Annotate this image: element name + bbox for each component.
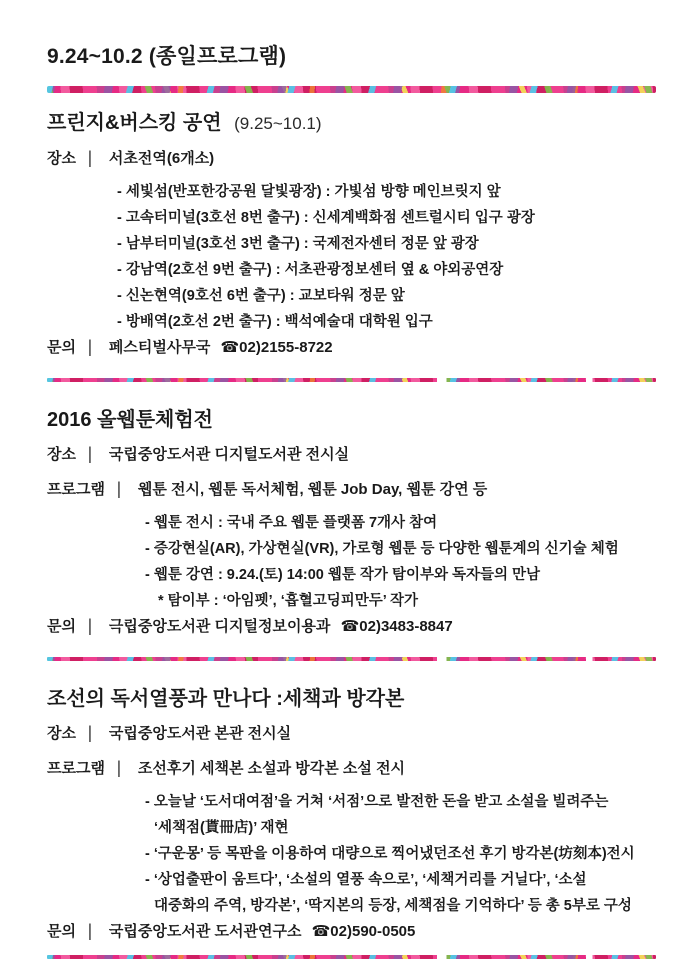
row-label: 문의: [47, 923, 76, 940]
section-title-text: 조선의 독서열풍과 만나다 :세책과 방각본: [47, 688, 405, 710]
divider-strip: [47, 378, 656, 382]
list-item-continuation: 대중화의 주역, 방각본’, ‘딱지본의 등장, 세책점을 기억하다’ 등 총 5부로 구성: [154, 898, 632, 914]
location-row: [47, 150, 656, 168]
list-item: - 방배역(2호선 2번 출구) : 백석예술대 대학원 입구: [117, 314, 433, 330]
row-label: 장소: [47, 446, 76, 463]
phone-number: ☎02)3483-8847: [340, 618, 453, 635]
section-title-text: 2016 올웹툰체험전: [47, 409, 213, 431]
list-item: - 웹툰 강연 : 9.24.(토) 14:00 웹툰 작가 탐이부와 독자들의 만남: [145, 567, 541, 583]
separator-bar: |: [87, 444, 92, 465]
contact-row: [47, 618, 656, 636]
list-item: - 신논현역(9호선 6번 출구) : 교보타워 정문 앞: [117, 288, 405, 304]
contact-value: [109, 923, 415, 941]
section-title-text: 프린지&버스킹 공연: [47, 112, 222, 134]
row-value: 서초전역(6개소): [108, 150, 215, 167]
divider-strip: [47, 86, 656, 93]
list-item: - 세빛섬(반포한강공원 달빛광장) : 가빛섬 방향 메인브릿지 앞: [117, 184, 501, 200]
separator-bar: |: [87, 723, 92, 744]
program-list: [47, 789, 656, 919]
location-row: [47, 446, 656, 464]
page-title: 9.24~10.2 (종일프로그램): [47, 45, 287, 68]
separator-bar: |: [116, 479, 121, 500]
separator-bar: |: [116, 758, 121, 779]
row-label: 프로그램: [47, 760, 105, 777]
phone-number: ☎02)2155-8722: [220, 339, 333, 356]
separator-bar: |: [87, 616, 92, 637]
contact-value: [109, 618, 453, 636]
section-joseon-reading: [47, 687, 656, 941]
row-label: 장소: [47, 725, 76, 742]
row-value: 국립중앙도서관 디지털도서관 전시실: [108, 446, 350, 463]
list-item: - ‘구운몽’ 등 목판을 이용하여 대량으로 찍어냈던조선 후기 방각본(坊刻本)전시: [145, 846, 635, 862]
divider-strip: [47, 657, 656, 661]
list-item: - 남부터미널(3호선 3번 출구) : 국제전자센터 정문 앞 광장: [117, 236, 479, 252]
section-title: [47, 408, 656, 432]
row-value: 조선후기 세책본 소설과 방각본 소설 전시: [137, 760, 406, 777]
section-title: [47, 687, 656, 711]
contact-row: [47, 339, 656, 357]
program-list: [47, 510, 656, 614]
list-item-continuation: ‘세책점(貰冊店)’ 재현: [154, 820, 289, 836]
row-value: 웹툰 전시, 웹툰 독서체험, 웹툰 Job Day, 웹툰 강연 등: [137, 481, 488, 498]
section-title: [47, 111, 656, 136]
section-fringe-busking: [47, 111, 656, 357]
divider-strip: [47, 955, 656, 959]
row-label: 프로그램: [47, 481, 105, 498]
phone-number: ☎02)590-0505: [311, 923, 416, 940]
contact-org: 국립중앙도서관 도서관연구소: [108, 923, 302, 940]
location-row: [47, 725, 656, 743]
list-item: - 고속터미널(3호선 8번 출구) : 신세계백화점 센트럴시티 입구 광장: [117, 210, 535, 226]
list-item: - 웹툰 전시 : 국내 주요 웹툰 플랫폼 7개사 참여: [145, 515, 438, 531]
list-item: - 증강현실(AR), 가상현실(VR), 가로형 웹툰 등 다양한 웹툰계의 신기술 체험: [145, 541, 619, 557]
list-item-note: * 탐이부 : ‘아임펫’, ‘흡혈고딩피만두’ 작가: [158, 593, 419, 609]
contact-org: 페스티벌사무국: [108, 339, 211, 356]
contact-org: 극립중앙도서관 디지털정보이용과: [108, 618, 331, 635]
row-label: 문의: [47, 618, 76, 635]
separator-bar: |: [87, 148, 92, 169]
row-label: 문의: [47, 339, 76, 356]
list-item: - 오늘날 ‘도서대여점’을 거쳐 ‘서점’으로 발전한 돈을 받고 소설을 빌려주는: [145, 794, 609, 810]
section-webtoon-exhibition: [47, 408, 656, 636]
program-row: [47, 760, 656, 778]
row-value: 국립중앙도서관 본관 전시실: [108, 725, 292, 742]
section-date-range: (9.25~10.1): [234, 114, 322, 133]
contact-row: [47, 923, 656, 941]
program-row: [47, 481, 656, 499]
location-list: [47, 179, 656, 335]
list-item: - 강남역(2호선 9번 출구) : 서초관광정보센터 옆 & 야외공연장: [117, 262, 504, 278]
separator-bar: |: [87, 337, 92, 358]
row-label: 장소: [47, 150, 76, 167]
list-item: - ‘상업출판이 움트다’, ‘소설의 열풍 속으로’, ‘세책거리를 거닐다’, ‘소설: [145, 872, 587, 888]
contact-value: [109, 339, 333, 357]
separator-bar: |: [87, 921, 92, 942]
